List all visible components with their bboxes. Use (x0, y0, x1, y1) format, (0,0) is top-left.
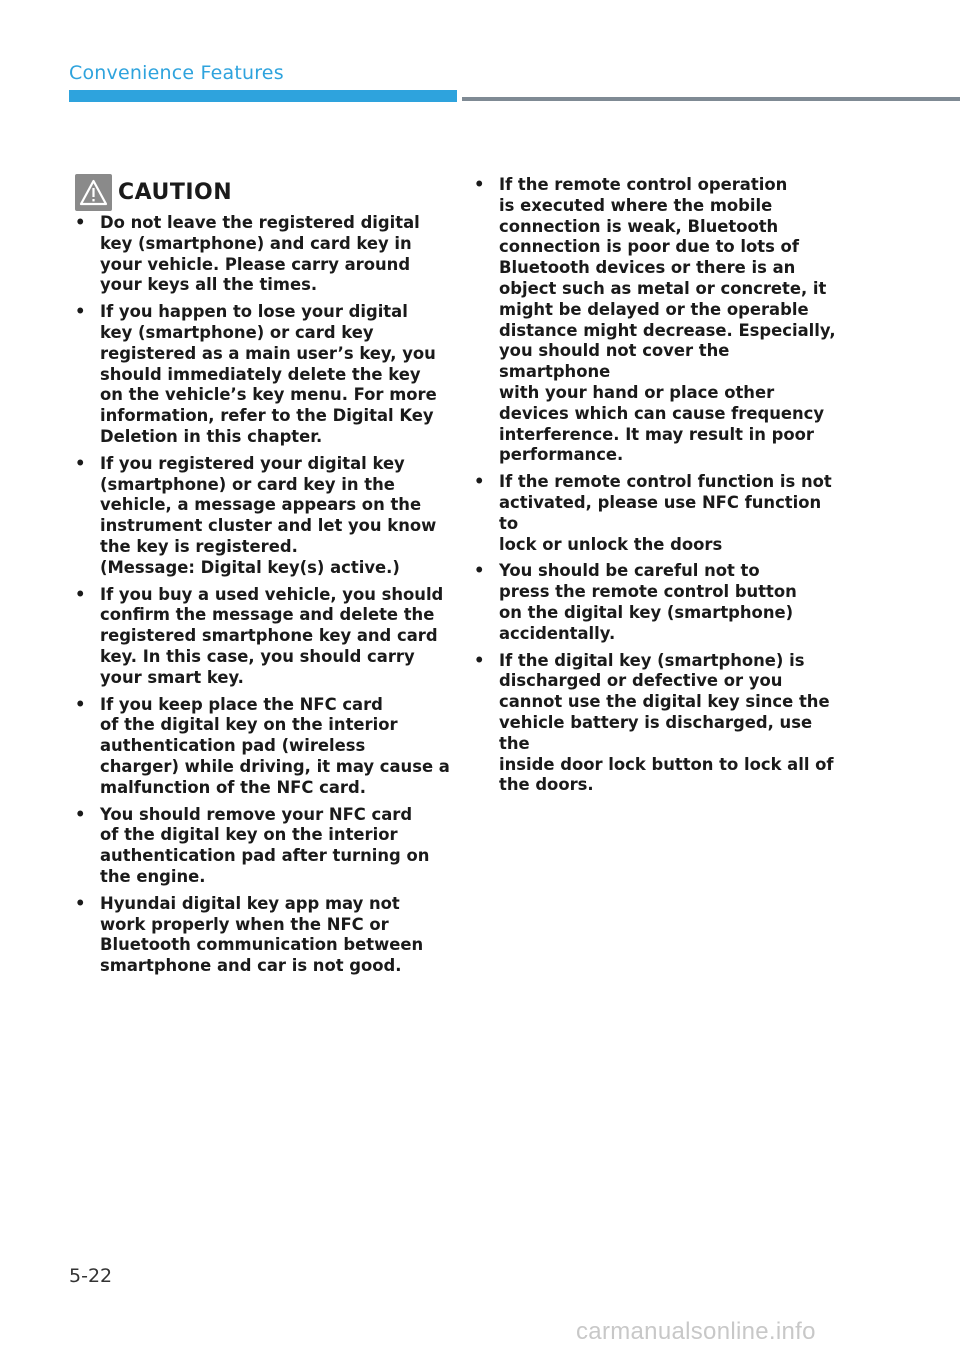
list-item: • If you happen to lose your digital key (smartphone) or card key registered as a main user’s key, you should immediately delete the key on the vehicle’s key menu. For more information, refer to the Digital Key Deletion in this chapter. (75, 302, 450, 448)
caution-label: CAUTION (118, 179, 233, 205)
page-number: 5-22 (69, 1265, 113, 1287)
section-title: Convenience Features (69, 62, 284, 84)
list-item: • If you keep place the NFC card of the digital key on the interior authentication pad (wireless charger) while driving, it may cause a malfunction of the NFC card. (75, 695, 450, 799)
caution-list-left (75, 213, 450, 983)
caution-list-right (474, 175, 844, 802)
header-rule-accent (69, 90, 457, 102)
list-item: • You should remove your NFC card of the digital key on the interior authentication pad after turning on the engine. (75, 805, 450, 888)
list-item: • You should be careful not to press the remote control button on the digital key (smartphone) accidentally. (474, 561, 844, 644)
warning-triangle-icon (75, 174, 112, 211)
list-item: • If the remote control operation is executed where the mobile connection is weak, Bluetooth connection is poor due to lots of Bluetooth devices or there is an object such as metal or concrete, it might be delayed or the operable distance might decrease. Especially, you should not cover the smartphone with your hand or place other devices which can cause frequency interference. It may result in poor performance. (474, 175, 844, 466)
list-item: • If the digital key (smartphone) is discharged or defective or you cannot use the digital key since the vehicle battery is discharged, use the inside door lock button to lock all of the doors. (474, 651, 844, 797)
list-item: • If you registered your digital key (smartphone) or card key in the vehicle, a message appears on the instrument cluster and let you know the key is registered. (Message: Digital key(s) active.) (75, 454, 450, 579)
list-item: • If you buy a used vehicle, you should confirm the message and delete the registered smartphone key and card key. In this case, you should carry your smart key. (75, 585, 450, 689)
watermark: carmanualsonline.info (576, 1318, 816, 1345)
caution-heading (75, 173, 232, 211)
list-item: • Hyundai digital key app may not work properly when the NFC or Bluetooth communication between smartphone and car is not good. (75, 894, 450, 977)
header-rule-gray (462, 97, 960, 101)
list-item: • If the remote control function is not activated, please use NFC function to lock or unlock the doors (474, 472, 844, 555)
list-item: • Do not leave the registered digital key (smartphone) and card key in your vehicle. Please carry around your keys all the times. (75, 213, 450, 296)
